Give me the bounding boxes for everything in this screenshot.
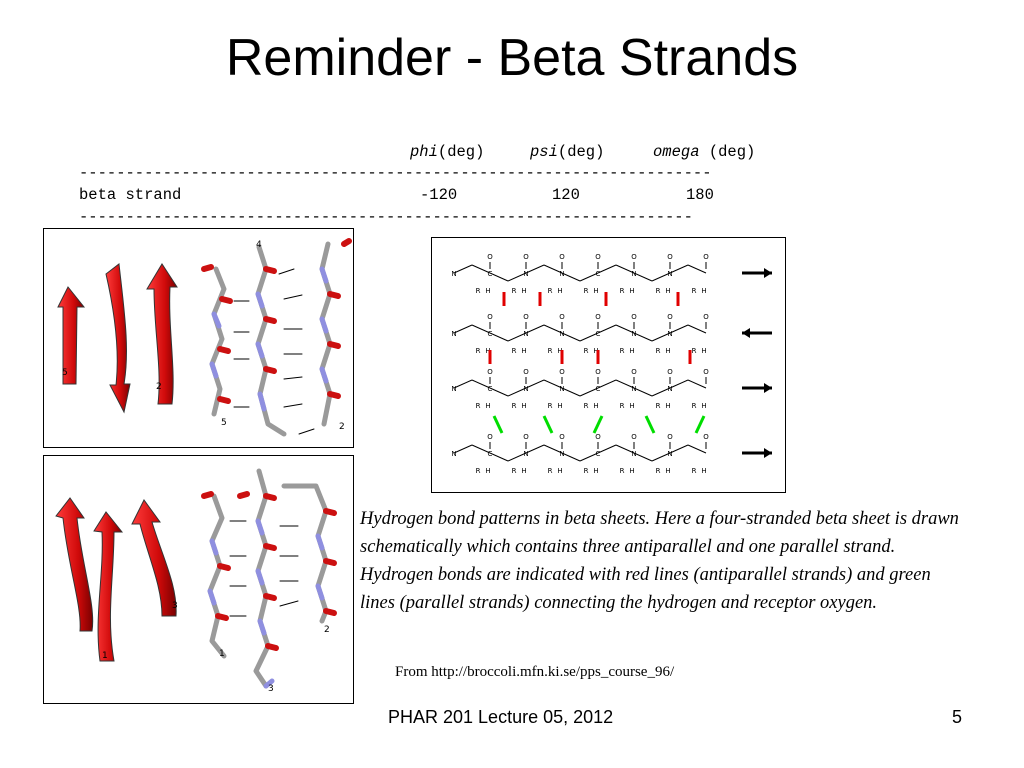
atom-label: O — [487, 368, 493, 376]
atom-label: C — [595, 330, 601, 338]
atom-label: R — [475, 402, 481, 410]
atom-label: N — [523, 385, 529, 393]
backbone-bond — [598, 380, 616, 388]
atom-label: H — [521, 287, 527, 295]
atom-label: H — [593, 347, 599, 355]
atom-label: O — [559, 433, 565, 441]
backbone-bond — [526, 325, 544, 333]
direction-arrowhead — [764, 383, 772, 393]
atom-label: N — [631, 330, 637, 338]
atom-label: O — [595, 253, 601, 261]
atom-label: H — [665, 467, 671, 475]
atom-label: R — [691, 467, 697, 475]
atom-label: O — [631, 433, 637, 441]
ribbon-arrow — [94, 512, 122, 661]
strand-label: 3 — [268, 684, 274, 694]
atom-label: H — [557, 467, 563, 475]
atom-label: O — [595, 313, 601, 321]
backbone-bond — [598, 325, 616, 333]
backbone-bond — [598, 265, 616, 273]
source-citation: From http://broccoli.mfn.ki.se/pps_course_96/ — [395, 664, 675, 680]
footer-lecture: PHAR 201 Lecture 05, 2012 — [388, 707, 614, 727]
figure-caption: Hydrogen bond patterns in beta sheets. Here a four-stranded beta sheet is drawn schematically which contains three antiparallel and one parallel strand. Hydrogen bonds are indicated with red lines (antiparallel strands) and green lines (parallel strands) connecting the hydrogen and receptor oxygen. — [360, 509, 959, 613]
atom-label: N — [451, 330, 457, 338]
psi-value: 120 — [552, 186, 580, 204]
atom-label: N — [451, 450, 457, 458]
psi-header: psi — [530, 143, 558, 161]
atom-label: N — [559, 270, 565, 278]
phi-value: -120 — [420, 186, 458, 204]
atom-label: N — [559, 450, 565, 458]
backbone-bond — [688, 265, 706, 273]
atom-label: R — [547, 287, 553, 295]
atom-label: R — [655, 347, 661, 355]
backbone-bond — [562, 388, 580, 396]
atom-label: H — [665, 347, 671, 355]
omega-value: 180 — [686, 186, 714, 204]
backbone-bond — [688, 380, 706, 388]
atom-label: H — [557, 347, 563, 355]
atom-label: N — [559, 385, 565, 393]
atom-label: O — [667, 433, 673, 441]
atom-label: H — [485, 287, 491, 295]
atom-label: R — [655, 402, 661, 410]
atom-label: H — [629, 402, 635, 410]
atom-label: R — [619, 402, 625, 410]
atom-label: N — [631, 385, 637, 393]
atom-label: H — [593, 467, 599, 475]
backbone-bond — [454, 265, 472, 273]
atom-label: R — [475, 467, 481, 475]
atom-label: O — [559, 253, 565, 261]
backbone-bond — [634, 388, 652, 396]
atom-label: N — [523, 330, 529, 338]
atom-label: H — [485, 402, 491, 410]
atom-label: H — [557, 402, 563, 410]
atom-label: O — [523, 253, 529, 261]
backbone-bond — [634, 453, 652, 461]
backbone-bond — [454, 325, 472, 333]
atom-label: O — [595, 433, 601, 441]
stick-model — [204, 241, 349, 434]
atom-label: R — [583, 402, 589, 410]
atom-label: H — [557, 287, 563, 295]
slide-title: Reminder - Beta Strands — [225, 29, 799, 87]
arrow-label: 1 — [102, 651, 108, 661]
atom-label: O — [487, 433, 493, 441]
direction-arrowhead — [742, 328, 750, 338]
atom-label: R — [475, 347, 481, 355]
antiparallel-sheet-figure — [43, 228, 354, 448]
atom-label: O — [631, 313, 637, 321]
atom-label: N — [667, 270, 673, 278]
atom-label: R — [475, 287, 481, 295]
hbond-schematic-drawing — [432, 238, 785, 492]
backbone-bond — [562, 333, 580, 341]
atom-label: C — [595, 385, 601, 393]
table-separator-top: -------------------------------------------------------------------- — [79, 164, 712, 182]
atom-label: R — [583, 347, 589, 355]
atom-label: O — [703, 368, 709, 376]
atom-label: N — [667, 385, 673, 393]
atom-label: H — [521, 347, 527, 355]
atom-label: R — [691, 287, 697, 295]
backbone-bond — [454, 445, 472, 453]
backbone-bond — [670, 445, 688, 453]
backbone-bond — [670, 325, 688, 333]
atom-label: O — [703, 433, 709, 441]
atom-label: R — [691, 402, 697, 410]
ribbon-arrow — [147, 264, 177, 404]
atom-label: R — [583, 467, 589, 475]
atom-label: O — [487, 253, 493, 261]
atom-label: H — [701, 347, 707, 355]
ribbon-arrow — [106, 264, 130, 412]
table-header — [410, 143, 484, 161]
atom-label: O — [523, 433, 529, 441]
parallel-hbond — [696, 416, 704, 433]
ribbon-arrow — [132, 500, 176, 616]
atom-label: H — [629, 287, 635, 295]
atom-label: C — [595, 450, 601, 458]
backbone-bond — [526, 380, 544, 388]
atom-label: H — [593, 402, 599, 410]
strand-label: 2 — [339, 422, 345, 432]
atom-label: N — [559, 330, 565, 338]
atom-label: H — [629, 467, 635, 475]
strand-label: 4 — [256, 240, 262, 250]
atom-label: N — [451, 270, 457, 278]
atom-label: R — [547, 467, 553, 475]
atom-label: H — [665, 287, 671, 295]
phi-header: phi — [410, 143, 438, 161]
table-header — [653, 143, 755, 161]
atom-label: R — [547, 402, 553, 410]
atom-label: H — [485, 347, 491, 355]
atom-label: H — [701, 402, 707, 410]
atom-label: O — [559, 368, 565, 376]
atom-label: O — [631, 253, 637, 261]
parallel-hbond — [494, 416, 502, 433]
atom-label: C — [487, 270, 493, 278]
parallel-hbond — [544, 416, 552, 433]
backbone-bond — [526, 445, 544, 453]
direction-arrowhead — [764, 268, 772, 278]
atom-label: R — [619, 347, 625, 355]
atom-label: N — [451, 385, 457, 393]
atom-label: O — [667, 253, 673, 261]
omega-unit: (deg) — [699, 143, 756, 161]
phi-unit: (deg) — [437, 143, 485, 161]
atom-label: N — [667, 450, 673, 458]
atom-label: R — [691, 347, 697, 355]
parallel-hbond — [646, 416, 654, 433]
backbone-bond — [490, 388, 508, 396]
backbone-bond — [562, 453, 580, 461]
page-number: 5 — [952, 707, 963, 727]
parallel-hbond — [594, 416, 602, 433]
backbone-bond — [562, 273, 580, 281]
atom-label: R — [619, 467, 625, 475]
atom-label: O — [559, 313, 565, 321]
strand-label: 2 — [324, 625, 330, 635]
atom-label: C — [487, 450, 493, 458]
atom-label: C — [487, 330, 493, 338]
atom-label: O — [631, 368, 637, 376]
parallel-sheet-drawing — [44, 456, 353, 703]
strand-label: 5 — [221, 418, 227, 428]
backbone-bond — [490, 273, 508, 281]
table-separator-bottom: ------------------------------------------------------------------ — [79, 208, 693, 226]
direction-arrowhead — [764, 448, 772, 458]
row-label: beta strand — [79, 186, 182, 204]
atom-label: O — [703, 313, 709, 321]
atom-label: R — [619, 287, 625, 295]
strand-label: 1 — [219, 649, 225, 659]
atom-label: O — [667, 368, 673, 376]
atom-label: C — [595, 270, 601, 278]
atom-label: H — [629, 347, 635, 355]
atom-label: N — [631, 270, 637, 278]
backbone-bond — [490, 333, 508, 341]
atom-label: O — [487, 313, 493, 321]
backbone-bond — [688, 325, 706, 333]
atom-label: R — [655, 287, 661, 295]
backbone-bond — [670, 380, 688, 388]
atom-label: N — [523, 270, 529, 278]
atom-label: R — [547, 347, 553, 355]
atom-label: H — [701, 467, 707, 475]
atom-label: R — [583, 287, 589, 295]
parallel-sheet-figure — [43, 455, 354, 704]
atom-label: O — [523, 313, 529, 321]
arrow-label: 3 — [172, 601, 178, 611]
atom-label: R — [511, 402, 517, 410]
atom-label: N — [667, 330, 673, 338]
antiparallel-sheet-drawing — [44, 229, 353, 447]
atom-label: H — [521, 402, 527, 410]
atom-label: O — [703, 253, 709, 261]
atom-label: R — [655, 467, 661, 475]
backbone-bond — [688, 445, 706, 453]
atom-label: H — [593, 287, 599, 295]
arrow-label: 2 — [156, 382, 162, 392]
atom-label: N — [631, 450, 637, 458]
backbone-bond — [598, 445, 616, 453]
atom-label: R — [511, 287, 517, 295]
psi-unit: (deg) — [557, 143, 605, 161]
atom-label: O — [595, 368, 601, 376]
atom-label: H — [521, 467, 527, 475]
backbone-bond — [670, 265, 688, 273]
backbone-bond — [490, 453, 508, 461]
atom-label: R — [511, 467, 517, 475]
table-header — [530, 143, 604, 161]
omega-header: omega — [653, 143, 700, 161]
atom-label: O — [667, 313, 673, 321]
atom-label: N — [523, 450, 529, 458]
atom-label: O — [523, 368, 529, 376]
atom-label: H — [665, 402, 671, 410]
atom-label: C — [487, 385, 493, 393]
hbond-schematic — [431, 237, 786, 493]
atom-label: H — [701, 287, 707, 295]
ribbon-arrow — [56, 498, 93, 631]
arrow-label: 5 — [62, 368, 68, 378]
backbone-bond — [634, 333, 652, 341]
atom-label: H — [485, 467, 491, 475]
backbone-bond — [454, 380, 472, 388]
backbone-bond — [634, 273, 652, 281]
backbone-bond — [526, 265, 544, 273]
atom-label: R — [511, 347, 517, 355]
